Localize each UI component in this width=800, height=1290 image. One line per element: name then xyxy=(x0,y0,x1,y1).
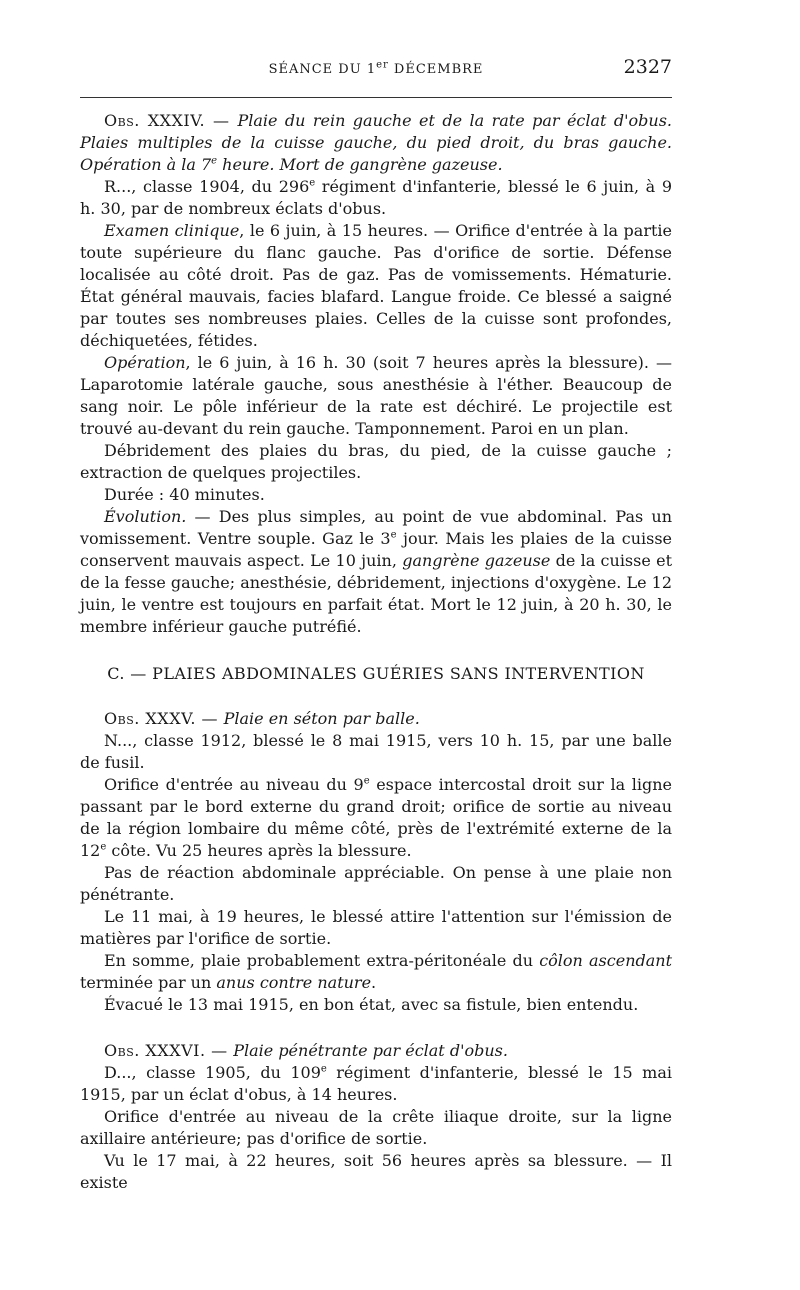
paragraph: Durée : 40 minutes. xyxy=(104,485,265,504)
observation-title: Plaie du rein gauche et de la rate par éclat d'obus. Plaies multiples de la cuisse gauche, du pied droit, du bras gauche. Opération à la 7e heure. Mort de gangrène gazeuse. xyxy=(80,111,673,174)
paragraph: Pas de réaction abdominale appréciable. On pense à une plaie non pénétrante. xyxy=(80,863,672,904)
observation-heading xyxy=(80,708,672,730)
header-rule xyxy=(80,97,672,98)
paragraph: Opération, le 6 juin, à 16 h. 30 (soit 7 heures après la blessure). — Laparotomie latérale gauche, sous anesthésie à l'éther. Beaucoup de sang noir. Le pôle inférieur de la rate est déchiré. Le projectile est trouvé au-devant du rein gauche. Tamponnement. Paroi en un plan. xyxy=(80,353,672,438)
paragraph: Vu le 17 mai, à 22 heures, soit 56 heures après sa blessure. — Il existe xyxy=(80,1151,672,1192)
paragraph: Débridement des plaies du bras, du pied, de la cuisse gauche ; extraction de quelques projectiles. xyxy=(80,441,672,482)
paragraph: Le 11 mai, à 19 heures, le blessé attire l'attention sur l'émission de matières par l'orifice de sortie. xyxy=(80,907,672,948)
running-head-title-part: SÉANCE DU 1 xyxy=(268,62,377,77)
paragraph: Orifice d'entrée au niveau du 9e espace intercostal droit sur la ligne passant par le bord externe du grand droit; orifice de sortie au niveau de la région lombaire du même côté, près de l'extrémité externe de la 12e côte. Vu 25 heures après la blessure. xyxy=(80,775,673,860)
observation-34 xyxy=(80,110,672,638)
paragraph: Évacué le 13 mai 1915, en bon état, avec sa fistule, bien entendu. xyxy=(104,995,639,1014)
paragraph: Évolution. — Des plus simples, au point de vue abdominal. Pas un vomissement. Ventre souple. Gaz le 3e jour. Mais les plaies de la cuisse conservent mauvais aspect. Le 10 juin, gangrène gazeuse de la cuisse et de la fesse gauche; anesthésie, débridement, injections d'oxygène. Le 12 juin, le ventre est toujours en parfait état. Mort le 12 juin, à 20 h. 30, le membre inférieur gauche putréfié. xyxy=(80,507,673,636)
running-head-title-part: DÉCEMBRE xyxy=(388,62,484,77)
running-head-title xyxy=(80,59,672,77)
observation-label: Obs. XXXV. — xyxy=(104,709,224,728)
paragraph-label: Opération xyxy=(104,353,186,372)
observation-label: Obs. XXXVI. — xyxy=(104,1041,234,1060)
observation-36 xyxy=(80,1040,672,1194)
paragraph: N..., classe 1912, blessé le 8 mai 1915, vers 10 h. 15, par une balle de fusil. xyxy=(80,731,672,772)
paragraph: Orifice d'entrée au niveau de la crête iliaque droite, sur la ligne axillaire antérieure; pas d'orifice de sortie. xyxy=(80,1107,672,1148)
observation-heading xyxy=(80,110,672,176)
observation-title: Plaie pénétrante par éclat d'obus. xyxy=(233,1041,508,1060)
running-head-title-superscript: er xyxy=(376,59,389,71)
paragraph: Examen clinique, le 6 juin, à 15 heures. — Orifice d'entrée à la partie toute supérieure du flanc gauche. Pas d'orifice de sortie. Défense localisée au côté droit. Pas de gaz. Pas de vomissements. Hématurie. État général mauvais, facies blafard. Langue froide. Ce blessé a saigné par toutes ses nombreuses plaies. Celles de la cuisse sont profondes, déchiquetées, fétides. xyxy=(80,221,672,350)
observation-title: Plaie en séton par balle. xyxy=(223,709,420,728)
observation-35 xyxy=(80,708,672,1016)
paragraph: R..., classe 1904, du 296e régiment d'infanterie, blessé le 6 juin, à 9 h. 30, par de nombreux éclats d'obus. xyxy=(80,177,672,218)
observation-heading xyxy=(80,1040,672,1062)
observation-label: Obs. XXXIV. — xyxy=(104,111,238,130)
paragraph: D..., classe 1905, du 109e régiment d'infanterie, blessé le 15 mai 1915, par un éclat d'obus, à 14 heures. xyxy=(80,1063,672,1104)
paragraph-label: Examen clinique xyxy=(104,221,240,240)
running-head xyxy=(80,56,672,86)
paragraph: En somme, plaie probablement extra-péritonéale du côlon ascendant terminée par un anus contre nature. xyxy=(80,951,673,992)
page-number: 2327 xyxy=(623,56,672,78)
paragraph-label: Évolution. xyxy=(104,507,187,526)
section-heading: C. — PLAIES ABDOMINALES GUÉRIES SANS INTERVENTION xyxy=(107,664,645,683)
